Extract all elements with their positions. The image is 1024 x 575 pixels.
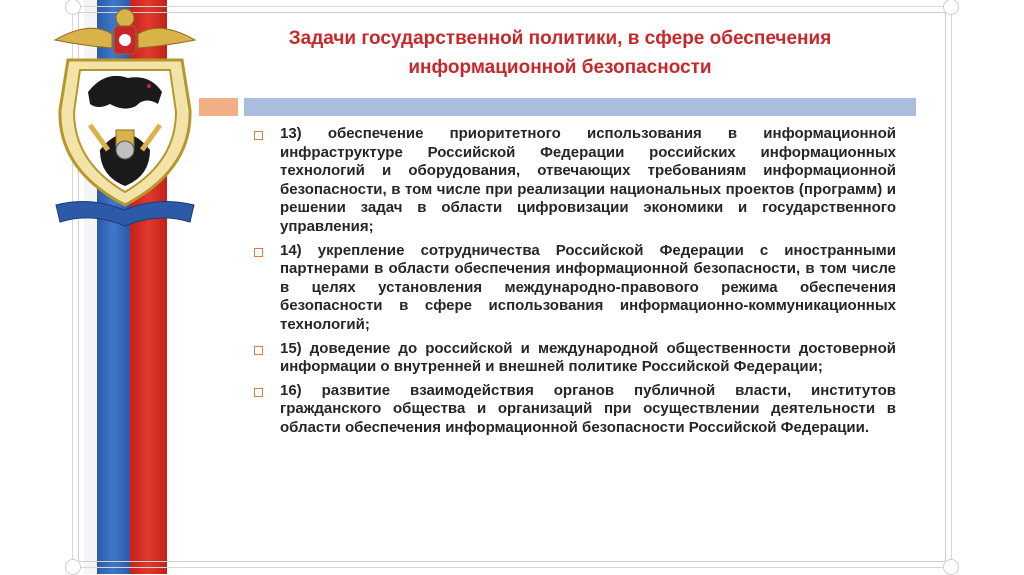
list-item-text: 13) обеспечение приоритетного использования в информационной инфраструктуре Российской Федерации российских информационных технологий и оборудования, отвечающих требованиям информационной безопасности, в том числе при реализации национальных проектов (программ) и решении задач в области цифровизации экономики и государственного управления; — [280, 125, 896, 235]
police-emblem-logo — [50, 0, 200, 235]
square-bullet-icon — [254, 248, 263, 257]
list-item — [252, 340, 896, 377]
frame-corner-notch — [943, 559, 959, 575]
frame-corner-notch — [943, 0, 959, 15]
list-item — [252, 125, 896, 237]
accent-bar-orange — [199, 98, 238, 116]
list-item-text: 15) доведение до российской и международной общественности достоверной информации о внутренней и внешней политике Российской Федерации; — [280, 339, 896, 376]
list-item-text: 14) укрепление сотрудничества Российской Федерации с иностранными партнерами в области обеспечения информационной безопасности, в том числе в целях установления международно-правового режима обеспечения безопасности в сфере использования информационно-коммуникационных технологий; — [280, 241, 896, 333]
square-bullet-icon — [254, 131, 263, 140]
task-list — [252, 125, 896, 443]
list-item-text: 16) развитие взаимодействия органов публичной власти, институтов гражданского общества и организаций при осуществлении деятельности в области обеспечения информационной безопасности Российской Федерации. — [280, 381, 896, 436]
page-title — [240, 24, 880, 82]
accent-bar-blue — [244, 98, 916, 116]
list-item — [252, 382, 896, 438]
title-line-2: информационной безопасности — [408, 57, 712, 78]
title-line-1: Задачи государственной политики, в сфере обеспечения — [288, 28, 832, 49]
list-item — [252, 242, 896, 335]
square-bullet-icon — [254, 346, 263, 355]
square-bullet-icon — [254, 388, 263, 397]
frame-corner-notch — [65, 559, 81, 575]
